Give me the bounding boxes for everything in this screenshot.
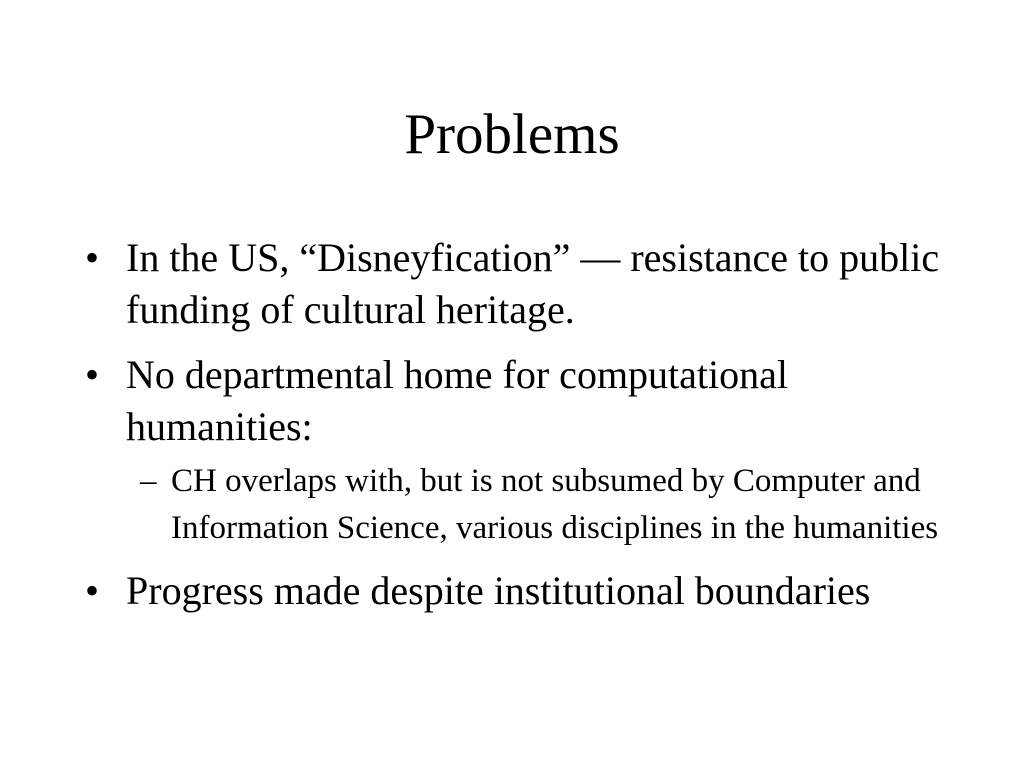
bullet-text: No departmental home for computational humanities:: [126, 352, 789, 449]
sub-bullet-item: [126, 458, 965, 552]
slide-title: Problems: [404, 103, 620, 166]
bullet-item: [85, 232, 965, 336]
bullet-marker: •: [85, 568, 100, 613]
bullet-list: [85, 232, 965, 630]
sub-bullet-text: CH overlaps with, but is not subsumed by Computer and Information Science, various disciplines in the humanities: [171, 463, 939, 546]
bullet-item: [85, 565, 965, 617]
bullet-marker: •: [85, 352, 100, 397]
bullet-text: Progress made despite institutional boundaries: [126, 568, 871, 613]
bullet-item: [85, 349, 965, 552]
bullet-text: In the US, “Disneyfication” — resistance to public funding of cultural heritage.: [126, 235, 940, 332]
sub-bullet-list: [126, 458, 965, 552]
bullet-marker: •: [85, 235, 100, 280]
sub-bullet-marker: –: [140, 463, 157, 499]
